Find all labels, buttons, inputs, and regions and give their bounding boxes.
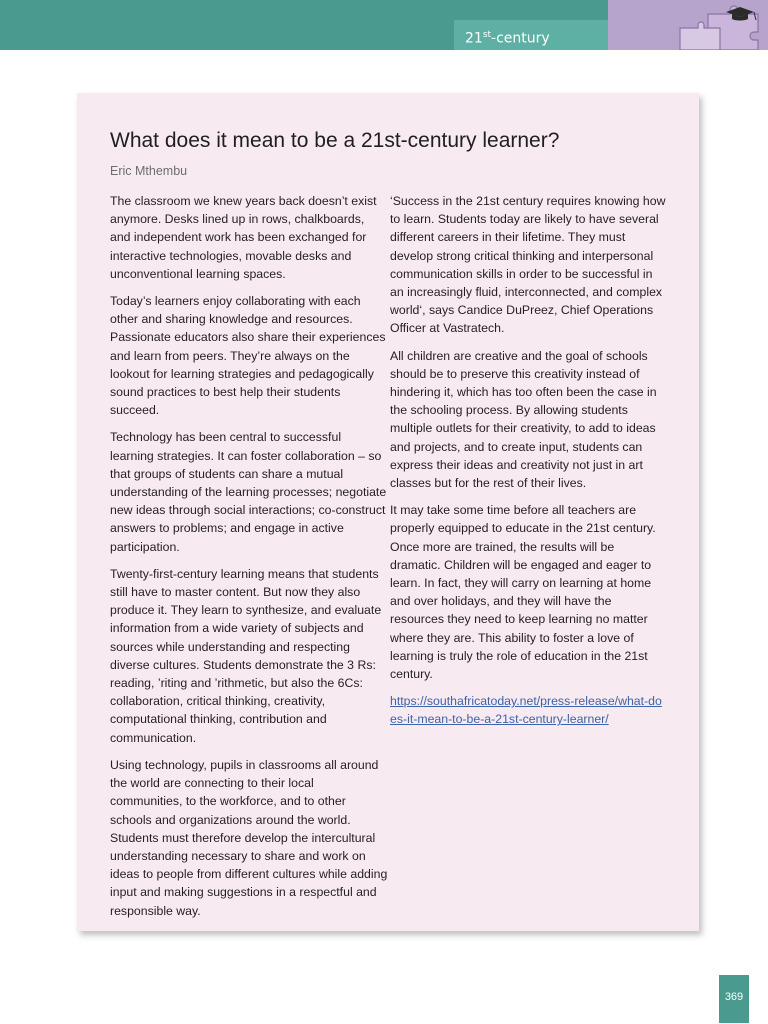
paragraph: Using technology, pupils in classrooms all around the world are connecting to their local communities, to the workforce, and to other schools and organizations around the world. Students must therefore develop the intercultural understanding necessary to share and work on ideas to people from different cultures while adding input and making suggestions in a respectful and responsible way.: [110, 757, 388, 918]
source-paragraph: [390, 692, 666, 728]
paragraph: ‘Success in the 21st century requires knowing how to learn. Students today are likely to have several different careers in their lifetime. They must develop strong critical thinking and interpersonal communication skills in order to be successful in an increasingly fluid, interconnected, and complex world‘, says Candice DuPreez, Chief Operations Officer at Vastratech.: [390, 194, 666, 336]
puzzle-pieces-icon: [608, 0, 768, 50]
left-column: [110, 192, 388, 929]
section-title-rest: -century learning: [465, 30, 550, 77]
article-box: [77, 93, 699, 931]
section-title: [454, 20, 608, 77]
paragraph: Technology has been central to successful learning strategies. It can foster collaboration – so that groups of students can share a mutual understanding of the learning processes; negotiate new ideas through social interactions; co-construct answers to problems; and engage in active participation.: [110, 430, 387, 554]
paragraph: Today’s learners enjoy collaborating with each other and sharing knowledge and resources. Passionate educators also share their experiences and learn from peers. They’re always on the lookout for learning strategies and pedagogically sound practices to best help their students succeed.: [110, 294, 386, 418]
paragraph: All children are creative and the goal of schools should be to preserve this creativity instead of hindering it, which has too often been the case in the schooling process. By allowing students multiple outlets for their creativity, to add to ideas and projects, and to create input, students can express their ideas and creativity not just in art classes but for the rest of their lives.: [390, 348, 657, 491]
section-title-main: 21: [465, 30, 483, 47]
paragraph: Twenty-first-century learning means that students still have to master content. But now they also produce it. They learn to synthesize, and evaluate information from a wide variety of subjects and sources while understanding and respecting diverse cultures. Students demonstrate the 3 Rs: reading, ’riting and ’rithmetic, but also the 6Cs: collaboration, critical thinking, creativity, computational thinking, contribution and communication.: [110, 566, 382, 745]
right-column: [390, 192, 666, 738]
article-author: Eric Mthembu: [110, 164, 188, 178]
section-title-sup: st: [482, 30, 492, 40]
source-link[interactable]: https://southafricatoday.net/press-release/what-does-it-mean-to-be-a-21st-century-learner/: [390, 694, 662, 727]
paragraph: It may take some time before all teachers are properly equipped to educate in the 21st century. Once more are trained, the results will be dramatic. Children will be engaged and eager to learn. In fact, they will carry on learning at home and over holidays, and they will have the resources they need to keep learning no matter where they are. This ability to foster a love of learning is truly the role of education in the 21st century.: [390, 503, 656, 682]
page-number: 369: [719, 975, 749, 1023]
paragraph: The classroom we knew years back doesn’t exist anymore. Desks lined up in rows, chalkboards, and independent work has been exchanged for interactive technologies, movable desks and unconventional learning spaces.: [110, 194, 377, 281]
puzzle-illustration-icon: [608, 0, 768, 50]
article-title: What does it mean to be a 21st-century learner?: [110, 129, 560, 152]
